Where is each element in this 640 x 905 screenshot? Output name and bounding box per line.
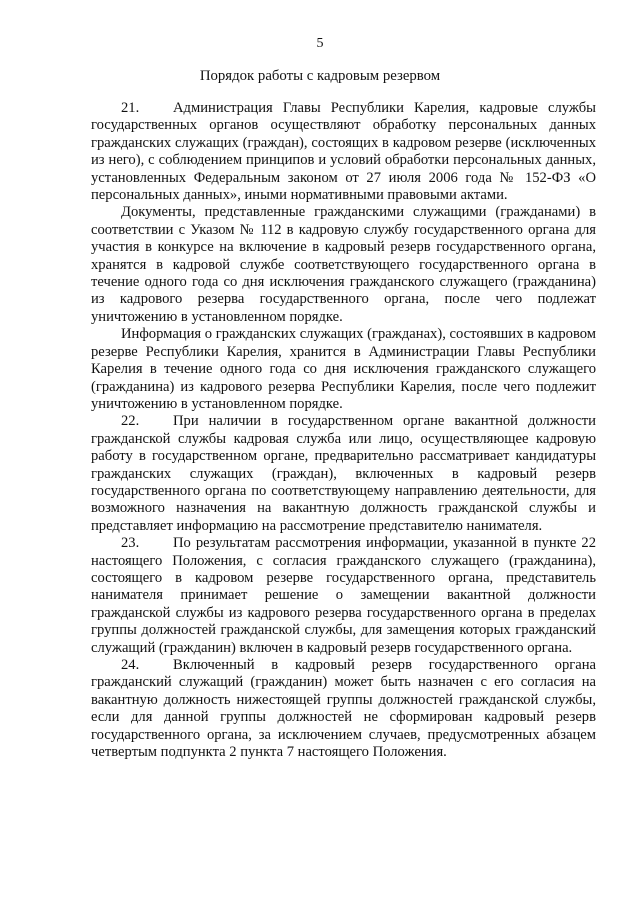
clause-number: 24.	[121, 657, 140, 673]
section-title: Порядок работы с кадровым резервом	[199, 68, 441, 84]
clause-number: 23.	[121, 535, 140, 552]
paragraph-text: Администрация Главы Республики Карелия, кадровые службы государственных органов осуществляют обработку персональных данных гражданских служащих (граждан), состоящих в кадровом резерве (исключенных из него), с соблюдением принципов и условий обработки персональных данных, установленных Федеральным законом от 27 июля 2006 года № 152-ФЗ «О персональных данных», иными нормативными правовыми актами.	[91, 100, 596, 204]
clause-number: 21.	[121, 100, 140, 116]
paragraph-21-documents	[91, 204, 596, 326]
paragraph-text: При наличии в государственном органе вакантной должности гражданской службы кадровая служба или лицо, осуществляющее кадровую работу в государственном органе, предварительно рассматривает кандидатуры гражданских служащих (граждан), включенных в кадровый резерв государственного органа по соответствующему направлению деятельности, для возможного назначения на вакантную должность гражданской службы и представляет информацию на рассмотрение представителю нанимателя.	[91, 413, 596, 534]
document-body	[91, 100, 596, 761]
clause-number: 22.	[121, 413, 140, 430]
paragraph-23	[91, 535, 596, 657]
paragraph-22	[91, 413, 596, 535]
page-number: 5	[316, 36, 324, 51]
paragraph-text: Информация о гражданских служащих (гражданах), состоявших в кадровом резерве Республики Карелия, хранится в Администрации Главы Республики Карелия в течение одного года со дня исключения гражданского служащего (гражданина) из кадрового резерва Республики Карелия, после чего подлежит уничтожению в установленном порядке.	[91, 326, 596, 412]
paragraph-text: Документы, представленные гражданскими служащими (гражданами) в соответствии с Указом № 112 в кадровую службу государственного органа для участия в конкурсе на включение в кадровый резерв государственного органа, хранятся в кадровой службе соответствующего государственного органа в течение одного года со дня исключения гражданского служащего (гражданина) из кадрового резерва государственного органа, после чего подлежат уничтожению в установленном порядке.	[91, 204, 596, 325]
paragraph-24	[91, 657, 596, 761]
paragraph-21	[91, 100, 596, 204]
paragraph-text: Включенный в кадровый резерв государственного органа гражданский служащий (гражданин) может быть назначен с его согласия на вакантную должность нижестоящей группы должностей гражданской службы, если для данной группы должностей не сформирован кадровый резерв государственного органа, за исключением случаев, предусмотренных абзацем четвертым подпункта 2 пункта 7 настоящего Положения.	[91, 657, 596, 761]
paragraph-21-information	[91, 326, 596, 413]
paragraph-text: По результатам рассмотрения информации, указанной в пункте 22 настоящего Положения, с согласия гражданского служащего (гражданина), состоящего в кадровом резерве государственного органа, представитель нанимателя принимает решение о замещении вакантной должности гражданской службы из кадрового резерва государственного органа в пределах группы должностей гражданской службы, для замещения которых гражданский служащий (гражданин) включен в кадровый резерв государственного органа.	[91, 535, 596, 656]
